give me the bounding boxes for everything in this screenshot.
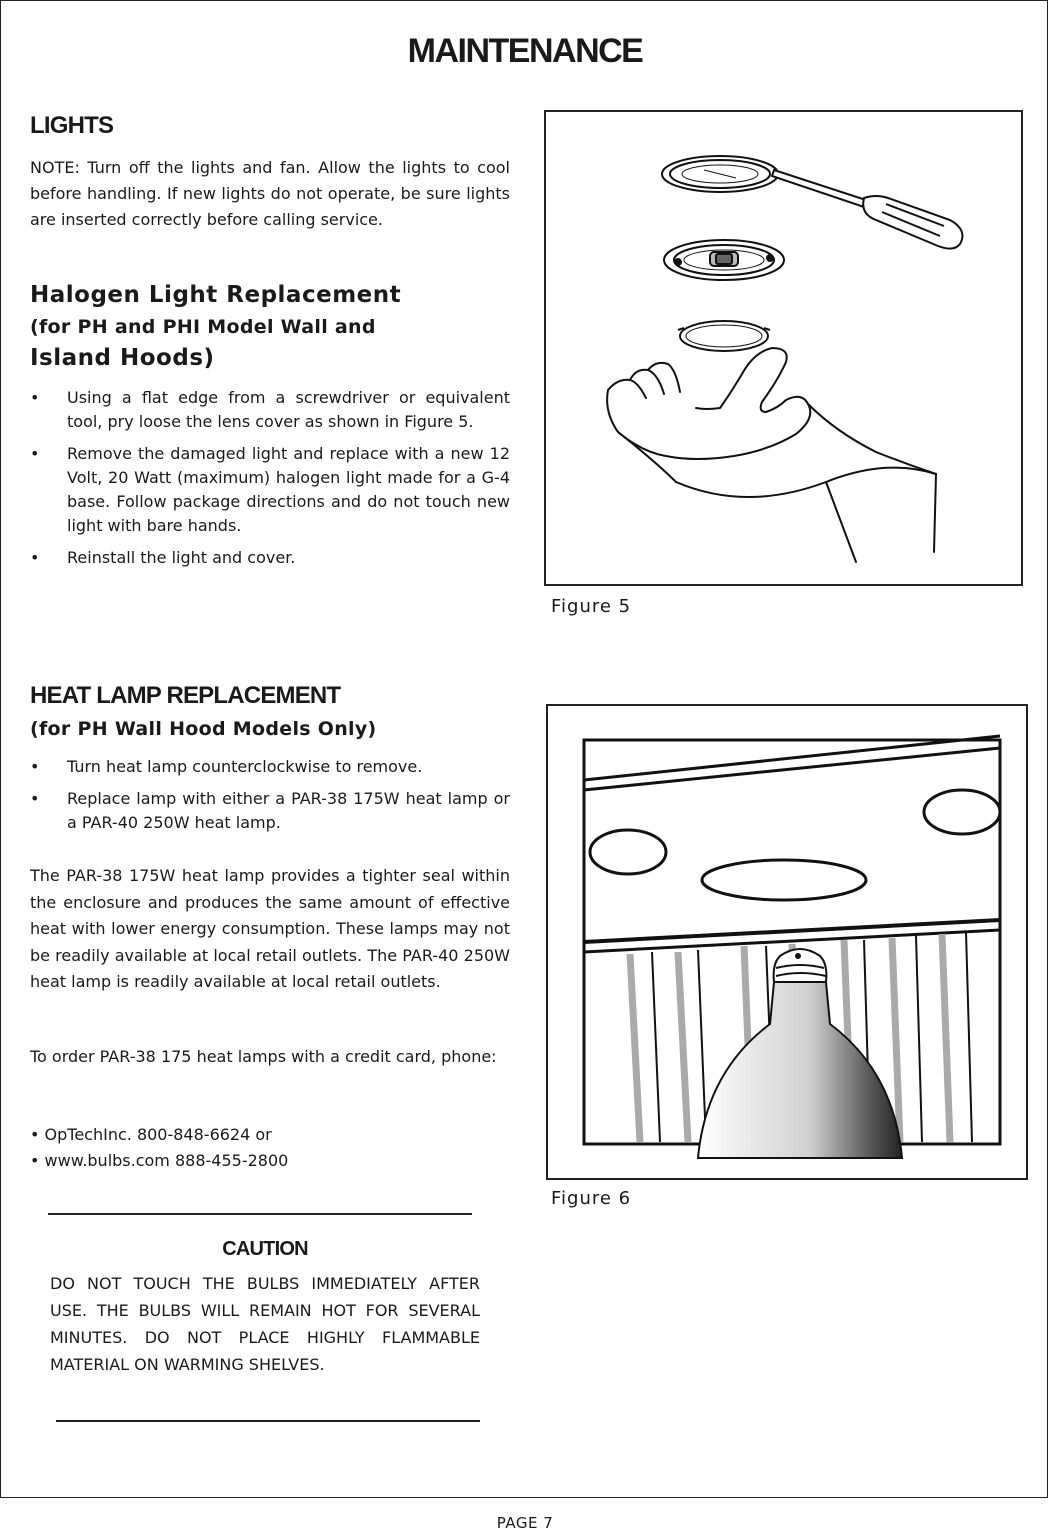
figure-6-illustration (546, 704, 1028, 1180)
lens-removal-drawing (546, 112, 1021, 584)
caution-top-rule (48, 1213, 472, 1215)
list-item: • Turn heat lamp counterclockwise to remove. (30, 755, 510, 779)
list-item: • Remove the damaged light and replace with a new 12 Volt, 20 Watt (maximum) halogen light made for a G-4 base. Follow package directions and do not touch new light with bare hands. (30, 442, 510, 538)
list-item: • Reinstall the light and cover. (30, 546, 510, 570)
lights-heading: LIGHTS (30, 112, 114, 139)
contact-bulbs: • www.bulbs.com 888-455-2800 (30, 1151, 289, 1170)
heat-lamp-paragraph: The PAR-38 175W heat lamp provides a tighter seal within the enclosure and produces the same amount of effective heat with lower energy consumption. These lamps may not be readily available at local retail outlets. The PAR-40 250W heat lamp is readily available at local retail outlets. (30, 866, 510, 991)
caution-bottom-rule (56, 1420, 480, 1422)
heat-lamp-drawing (548, 706, 1026, 1178)
halogen-bullet-list (30, 386, 510, 578)
figure-5-illustration (544, 110, 1023, 586)
halogen-title: Halogen Light Replacement (30, 282, 402, 308)
page-title: MAINTENANCE (407, 32, 643, 70)
lights-note: NOTE: Turn off the lights and fan. Allow the lights to cool before handling. If new lights do not operate, be sure lights are inserted correctly before calling service. (30, 158, 510, 229)
order-text: To order PAR-38 175 heat lamps with a credit card, phone: (30, 1047, 497, 1066)
contact-optech: • OpTechInc. 800-848-6624 or (30, 1125, 272, 1144)
caution-text: DO NOT TOUCH THE BULBS IMMEDIATELY AFTER USE. THE BULBS WILL REMAIN HOT FOR SEVERAL MINUTES. DO NOT PLACE HIGHLY FLAMMABLE MATERIAL ON WARMING SHELVES. (50, 1274, 480, 1374)
page-number: PAGE 7 (496, 1514, 554, 1532)
halogen-subtitle-line2: Island Hoods) (30, 345, 215, 371)
heat-lamp-bullet-list (30, 755, 510, 843)
figure-6-caption: Figure 6 (551, 1188, 632, 1209)
figure-5-caption: Figure 5 (551, 596, 632, 617)
list-item: • Using a flat edge from a screwdriver or equivalent tool, pry loose the lens cover as shown in Figure 5. (30, 386, 510, 434)
heat-lamp-heading: HEAT LAMP REPLACEMENT (30, 682, 341, 709)
heat-lamp-subtitle: (for PH Wall Hood Models Only) (30, 718, 377, 740)
list-item: • Replace lamp with either a PAR-38 175W heat lamp or a PAR-40 250W heat lamp. (30, 787, 510, 835)
caution-title: CAUTION (222, 1238, 308, 1260)
halogen-subtitle-line1: (for PH and PHI Model Wall and (30, 316, 376, 338)
